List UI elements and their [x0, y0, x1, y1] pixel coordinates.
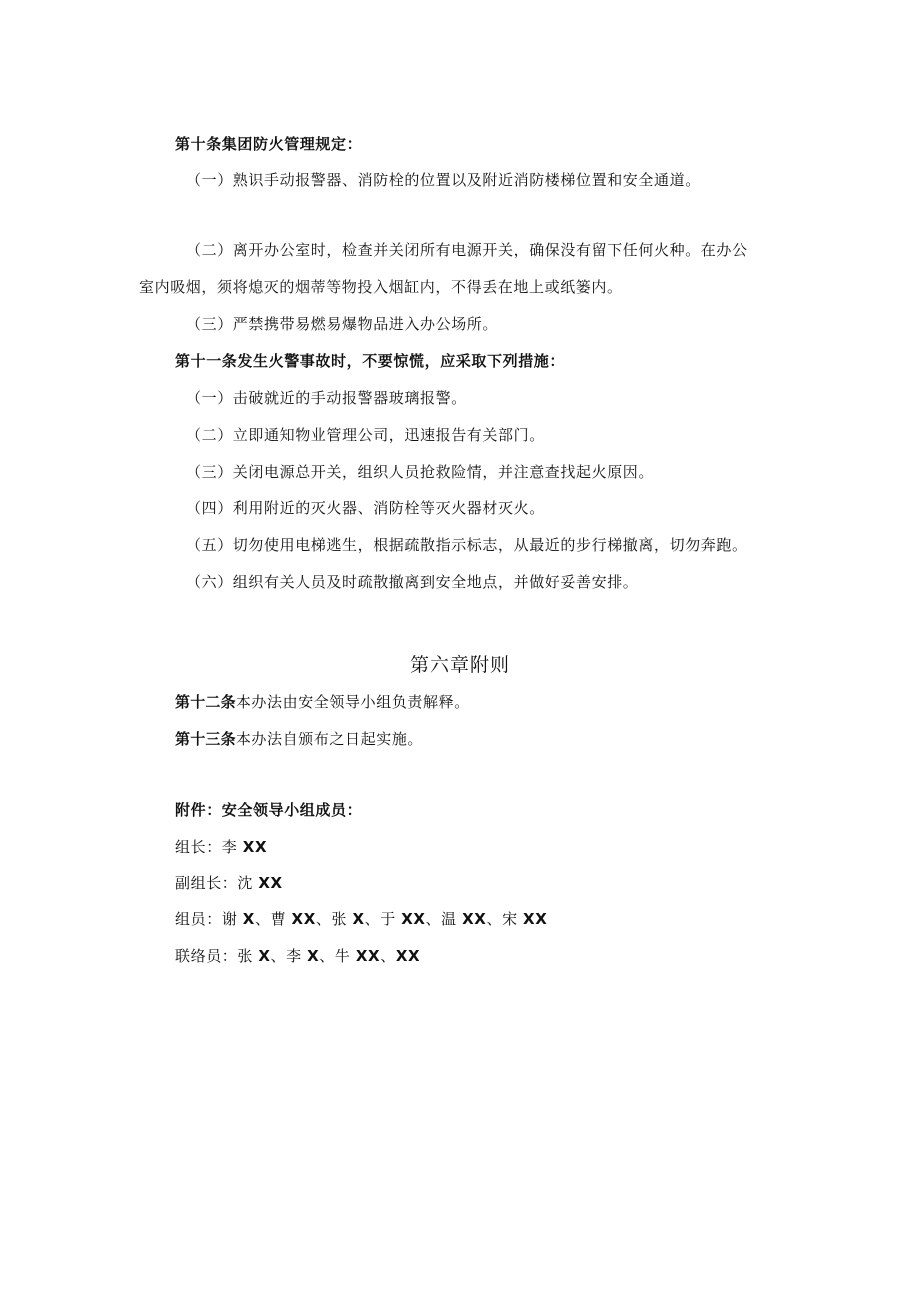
article10-item1: （一）熟识手动报警器、消防栓的位置以及附近消防楼梯位置和安全通道。 [186, 171, 701, 189]
article11-item6: （六）组织有关人员及时疏散撤离到安全地点，并做好妥善安排。 [186, 573, 639, 591]
members-label: 组员： [175, 910, 222, 928]
article11-item2: （二）立即通知物业管理公司，迅速报告有关部门。 [186, 426, 545, 444]
deputy-label: 副组长：沈 [175, 874, 259, 892]
article11-item3: （三）关闭电源总开关，组织人员抢救险情，并注意查找起火原因。 [186, 463, 655, 481]
liaison: XX [395, 947, 421, 965]
article13-text: 本办法自颁布之日起实施。 [235, 730, 424, 748]
article11-title: 第十一条发生火警事故时，不要惊慌，应采取下列措施： [175, 352, 566, 370]
leader-label: 组长：李 [175, 838, 243, 856]
liaison: 牛 XX、 [334, 947, 396, 965]
article11-item4: （四）利用附近的灭火器、消防栓等灭火器材灭火。 [186, 499, 545, 517]
chapter6-title: 第六章附则 [409, 654, 510, 676]
article11-item1: （一）击破就近的手动报警器玻璃报警。 [186, 389, 467, 407]
member: 曹 XX、 [270, 910, 332, 928]
liaison-line [175, 946, 420, 966]
member: 于 XX、 [380, 910, 442, 928]
members-line [175, 909, 547, 929]
member: 温 XX、 [441, 910, 503, 928]
member: 宋 XX [502, 910, 548, 928]
article12-text: 本办法由安全领导小组负责解释。 [235, 693, 470, 711]
article12-label: 第十二条 [175, 693, 236, 711]
article10-title: 第十条集团防火管理规定： [175, 135, 363, 153]
appendix-title: 附件：安全领导小组成员： [175, 801, 363, 819]
article11-item5: （五）切勿使用电梯逃生，根据疏散指示标志，从最近的步行梯撤离，切勿奔跑。 [186, 536, 748, 554]
deputy-name: XX [258, 874, 283, 892]
article13 [175, 729, 423, 749]
leader-name: XX [242, 838, 268, 856]
article13-label: 第十三条 [175, 730, 236, 748]
liaison: 李 X、 [286, 947, 335, 965]
liaison-label: 联络员： [175, 947, 238, 965]
member: 谢 X、 [221, 910, 271, 928]
leader-line [175, 837, 267, 857]
article10-item2-line2: 室内吸烟，须将熄灭的烟蒂等物投入烟缸内，不得丢在地上或纸篓内。 [139, 278, 623, 296]
deputy-line [175, 873, 283, 893]
liaison: 张 X、 [237, 947, 287, 965]
article10-item3: （三）严禁携带易燃易爆物品进入办公场所。 [186, 315, 499, 333]
article10-item2-line1: （二）离开办公室时，检查并关闭所有电源开关，确保没有留下任何火种。在办公 [186, 241, 748, 259]
member: 张 X、 [331, 910, 381, 928]
article12 [175, 692, 470, 712]
